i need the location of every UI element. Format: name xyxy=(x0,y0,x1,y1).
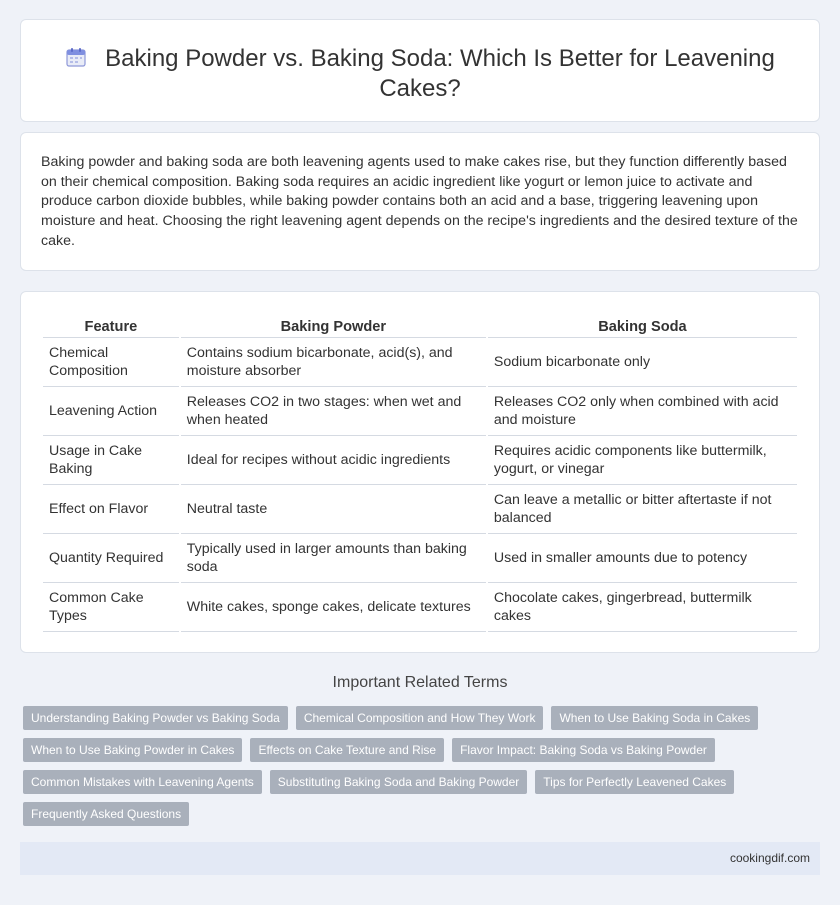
related-tag-flavor-impact[interactable]: Flavor Impact: Baking Soda vs Baking Powder xyxy=(452,738,715,762)
cell-feature: Leavening Action xyxy=(43,387,179,436)
table-row xyxy=(43,436,797,485)
cell-baking-soda: Sodium bicarbonate only xyxy=(488,338,797,387)
related-tag-when-baking-soda[interactable]: When to Use Baking Soda in Cakes xyxy=(551,706,758,730)
related-tag-substituting[interactable]: Substituting Baking Soda and Baking Powder xyxy=(270,770,528,794)
page-title: Baking Powder vs. Baking Soda: Which Is Better for Leavening Cakes? xyxy=(105,45,775,102)
header-baking-powder: Baking Powder xyxy=(181,312,486,338)
page-title-wrap xyxy=(61,44,779,104)
cell-baking-powder: Ideal for recipes without acidic ingredients xyxy=(181,436,486,485)
related-tag-faq[interactable]: Frequently Asked Questions xyxy=(23,802,189,826)
header-feature: Feature xyxy=(43,312,179,338)
table-row xyxy=(43,534,797,583)
related-tag-when-baking-powder[interactable]: When to Use Baking Powder in Cakes xyxy=(23,738,242,762)
header-card xyxy=(20,19,820,122)
comparison-table xyxy=(41,312,799,632)
table-row xyxy=(43,338,797,387)
table-row xyxy=(43,583,797,632)
related-tag-texture-rise[interactable]: Effects on Cake Texture and Rise xyxy=(250,738,444,762)
cell-baking-soda: Releases CO2 only when combined with acid and moisture xyxy=(488,387,797,436)
related-tag-chemical-composition[interactable]: Chemical Composition and How They Work xyxy=(296,706,544,730)
related-tag-understanding[interactable]: Understanding Baking Powder vs Baking Soda xyxy=(23,706,288,730)
comparison-card xyxy=(20,291,820,653)
table-row xyxy=(43,387,797,436)
related-tag-common-mistakes[interactable]: Common Mistakes with Leavening Agents xyxy=(23,770,262,794)
cell-baking-soda: Can leave a metallic or bitter aftertaste if not balanced xyxy=(488,485,797,534)
cell-baking-powder: Typically used in larger amounts than baking soda xyxy=(181,534,486,583)
cell-baking-powder: Releases CO2 in two stages: when wet and when heated xyxy=(181,387,486,436)
table-header-row xyxy=(43,312,797,338)
cell-baking-soda: Chocolate cakes, gingerbread, buttermilk cakes xyxy=(488,583,797,632)
cell-baking-powder: White cakes, sponge cakes, delicate textures xyxy=(181,583,486,632)
header-baking-soda: Baking Soda xyxy=(488,312,797,338)
cell-feature: Chemical Composition xyxy=(43,338,179,387)
footer-site-link[interactable]: cookingdif.com xyxy=(729,851,810,865)
cell-baking-powder: Neutral taste xyxy=(181,485,486,534)
intro-text: Baking powder and baking soda are both leavening agents used to make cakes rise, but they function differently based on their chemical composition. Baking soda requires an acidic ingredient like yogurt or lemon juice to activate and produce carbon dioxide bubbles, while baking powder contains both an acid and a base, triggering leavening upon moisture and heat. Choosing the right leavening agent depends on the recipe's ingredients and the desired texture of the cake. xyxy=(41,154,798,249)
calendar-icon xyxy=(65,46,87,68)
cell-feature: Usage in Cake Baking xyxy=(43,436,179,485)
related-terms-list xyxy=(23,706,813,826)
cell-baking-soda: Requires acidic components like buttermilk, yogurt, or vinegar xyxy=(488,436,797,485)
cell-baking-soda: Used in smaller amounts due to potency xyxy=(488,534,797,583)
footer xyxy=(20,842,820,875)
related-tag-tips[interactable]: Tips for Perfectly Leavened Cakes xyxy=(535,770,734,794)
cell-feature: Effect on Flavor xyxy=(43,485,179,534)
intro-card xyxy=(20,132,820,271)
related-terms-title: Important Related Terms xyxy=(332,674,508,691)
cell-feature: Quantity Required xyxy=(43,534,179,583)
table-row xyxy=(43,485,797,534)
cell-baking-powder: Contains sodium bicarbonate, acid(s), and moisture absorber xyxy=(181,338,486,387)
cell-feature: Common Cake Types xyxy=(43,583,179,632)
